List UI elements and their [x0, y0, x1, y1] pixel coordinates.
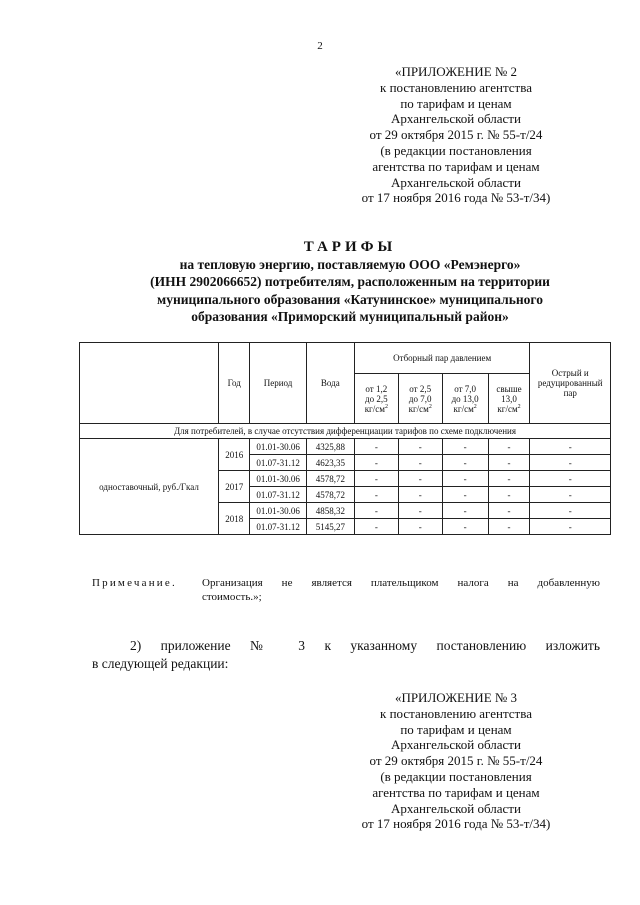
period-cell: 01.01-30.06: [250, 439, 306, 455]
subtitle-line: на тепловую энергию, поставляемую ООО «Ремэнерго»: [179, 257, 521, 272]
table-row: [80, 439, 611, 455]
note-text-continued: стоимость.»;: [202, 591, 262, 603]
water-value: 4578,72: [306, 471, 354, 487]
appendix-line: от 17 ноября 2016 года № 53-т/34): [361, 190, 551, 206]
empty-value: -: [488, 503, 530, 519]
empty-value: -: [442, 471, 488, 487]
empty-value: -: [442, 487, 488, 503]
empty-value: -: [442, 439, 488, 455]
appendix-line: Архангельской области: [391, 111, 521, 127]
appendix-line: от 29 октября 2015 г. № 55-т/24: [369, 127, 543, 143]
document-title: ТАРИФЫ: [303, 239, 397, 255]
year-cell: 2017: [219, 471, 250, 503]
header-water: Вода: [306, 343, 354, 424]
tariff-table: [79, 342, 611, 535]
amendment-paragraph: [92, 637, 600, 673]
water-value: 5145,27: [306, 519, 354, 535]
appendix-line: от 17 ноября 2016 года № 53-т/34): [361, 816, 551, 832]
water-value: 4325,88: [306, 439, 354, 455]
empty-value: -: [354, 471, 398, 487]
empty-value: -: [488, 487, 530, 503]
header-sharp-steam: Острый и редуцированный пар: [530, 343, 611, 424]
paragraph-line: в следующей редакции:: [92, 656, 229, 671]
appendix-line: к постановлению агентства: [380, 705, 532, 721]
empty-value: -: [488, 519, 530, 535]
empty-value: -: [488, 439, 530, 455]
subtitle-line: муниципального образования «Катунинское» муниципального: [157, 291, 543, 307]
water-value: 4623,35: [306, 455, 354, 471]
empty-value: -: [398, 503, 442, 519]
header-empty-cell: [80, 343, 219, 424]
appendix-line: (в редакции постановления: [380, 768, 532, 784]
document-subtitle: [100, 256, 600, 326]
empty-value: -: [530, 503, 611, 519]
page-number: 2: [317, 40, 323, 52]
table-note: [92, 576, 600, 603]
empty-value: -: [354, 519, 398, 535]
header-pressure-1: от 1,2 до 2,5 $кг/см^2$: [354, 374, 398, 424]
appendix-line: Архангельской области: [391, 800, 521, 816]
empty-value: -: [530, 471, 611, 487]
appendix-line: Архангельской области: [391, 174, 521, 190]
empty-value: -: [354, 455, 398, 471]
header-period: Период: [250, 343, 306, 424]
period-cell: 01.07-31.12: [250, 519, 306, 535]
appendix-line: по тарифам и ценам: [400, 95, 512, 111]
note-text: Организация не является плательщиком налога на добавленную: [202, 577, 600, 589]
empty-value: -: [398, 455, 442, 471]
empty-value: -: [354, 439, 398, 455]
empty-value: -: [398, 439, 442, 455]
appendix-line: от 29 октября 2015 г. № 55-т/24: [369, 753, 543, 769]
empty-value: -: [398, 487, 442, 503]
appendix-2-header: [338, 64, 574, 206]
empty-value: -: [442, 455, 488, 471]
appendix-line: «ПРИЛОЖЕНИЕ № 3: [394, 690, 518, 705]
appendix-line: агентства по тарифам и ценам: [372, 784, 540, 800]
empty-value: -: [530, 487, 611, 503]
appendix-line: по тарифам и ценам: [400, 721, 512, 737]
empty-value: -: [398, 519, 442, 535]
appendix-line: агентства по тарифам и ценам: [372, 158, 540, 174]
title-block: [100, 238, 600, 326]
period-cell: 01.07-31.12: [250, 455, 306, 471]
header-extraction-steam: Отборный пар давлением: [354, 343, 530, 374]
empty-value: -: [442, 519, 488, 535]
empty-value: -: [354, 487, 398, 503]
empty-value: -: [488, 471, 530, 487]
water-value: 4578,72: [306, 487, 354, 503]
subtitle-line: образования «Приморский муниципальный район»: [191, 309, 509, 325]
empty-value: -: [488, 455, 530, 471]
empty-value: -: [530, 455, 611, 471]
row-label: одноставочный, руб./Гкал: [80, 439, 219, 535]
appendix-line: (в редакции постановления: [380, 142, 532, 158]
year-cell: 2016: [219, 439, 250, 471]
empty-value: -: [442, 503, 488, 519]
header-pressure-2: от 2,5 до 7,0 $кг/см^2$: [398, 374, 442, 424]
note-label: Примечание.: [92, 577, 177, 589]
empty-value: -: [530, 519, 611, 535]
year-cell: 2018: [219, 503, 250, 535]
appendix-line: «ПРИЛОЖЕНИЕ № 2: [394, 64, 518, 79]
period-cell: 01.07-31.12: [250, 487, 306, 503]
appendix-line: к постановлению агентства: [380, 79, 532, 95]
appendix-line: Архангельской области: [391, 737, 521, 753]
paragraph-line: 2) приложение № 3 к указанному постановлению изложить: [130, 638, 600, 653]
header-pressure-3: от 7,0 до 13,0 $кг/см^2$: [442, 374, 488, 424]
period-cell: 01.01-30.06: [250, 503, 306, 519]
period-cell: 01.01-30.06: [250, 471, 306, 487]
appendix-3-header: [338, 690, 574, 832]
water-value: 4858,32: [306, 503, 354, 519]
header-year: Год: [219, 343, 250, 424]
empty-value: -: [398, 471, 442, 487]
subtitle-line: (ИНН 2902066652) потребителям, расположенным на территории: [150, 274, 550, 290]
group-label: Для потребителей, в случае отсутствия дифференциации тарифов по схеме подключения: [80, 424, 611, 439]
empty-value: -: [354, 503, 398, 519]
header-pressure-4: свыше 13,0 $кг/см^2$: [488, 374, 530, 424]
empty-value: -: [530, 439, 611, 455]
